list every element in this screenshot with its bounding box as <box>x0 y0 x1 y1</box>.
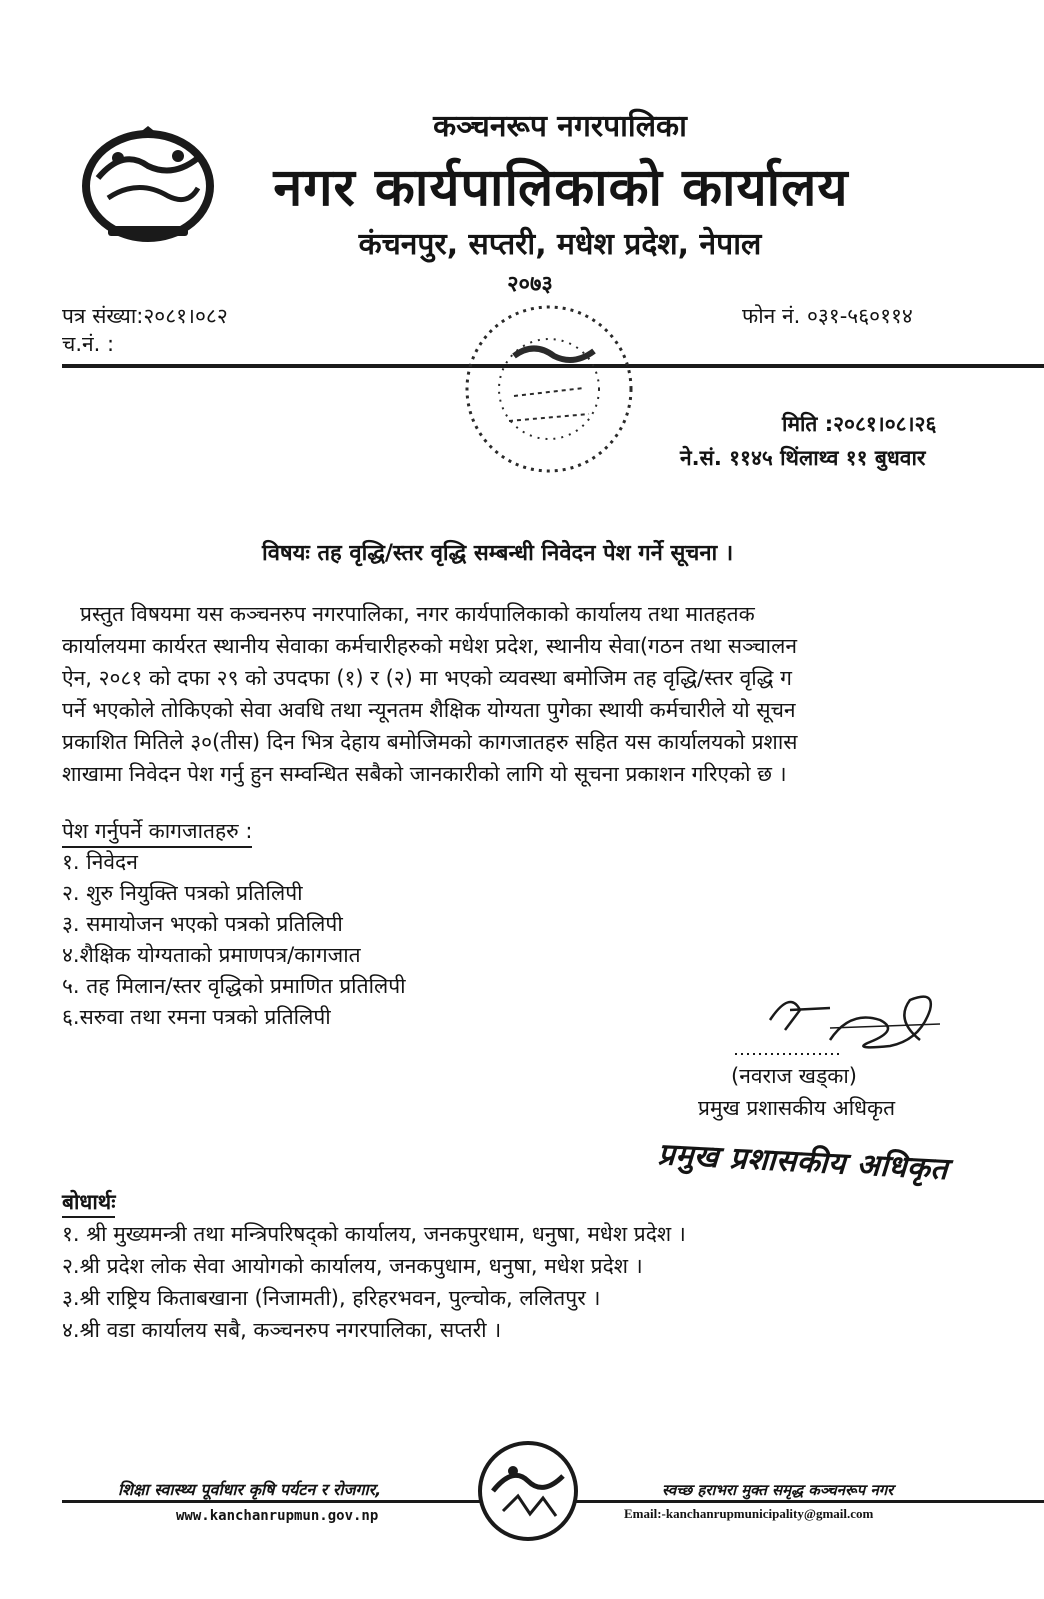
list-item: १. निवेदन <box>62 850 138 874</box>
office-address: कंचनपुर, सप्तरी, मधेश प्रदेश, नेपाल <box>358 227 762 262</box>
footer-email: Email:-kanchanrupmunicipality@gmail.com <box>624 1506 874 1521</box>
list-item: २.श्री प्रदेश लोक सेवा आयोगको कार्यालय, जनकपुधाम, धनुषा, मधेश प्रदेश । <box>62 1254 643 1278</box>
signatory-name: (नवराज खड्का) <box>731 1064 857 1088</box>
date-ns: ने.सं. ११४५ थिंलाथ्व ११ बुधवार <box>680 446 926 470</box>
body-line: प्रकाशित मितिले ३०(तीस) दिन भित्र देहाय बमोजिमको कागजातहरु सहित यस कार्यालयको प्रशास <box>62 730 798 754</box>
footer-slogan-right: स्वच्छ हराभरा मुक्त समृद्ध कञ्चनरूप नगर <box>662 1481 894 1499</box>
signatory-title: प्रमुख प्रशासकीय अधिकृत <box>698 1096 896 1120</box>
list-item: ५. तह मिलान/स्तर वृद्धिको प्रमाणित प्रतिलिपी <box>62 974 406 998</box>
body-line: प्रस्तुत विषयमा यस कञ्चनरुप नगरपालिका, नगर कार्यपालिकाको कार्यालय तथा मातहतक <box>80 602 755 626</box>
office-stamp-icon <box>454 296 644 482</box>
letter-number: पत्र संख्या:२०८१।०८२ <box>62 304 228 328</box>
municipality-name: कञ्चनरूप नगरपालिका <box>433 109 687 144</box>
list-item: ४.शैक्षिक योग्यताको प्रमाणपत्र/कागजात <box>62 943 361 967</box>
documents-heading: पेश गर्नुपर्ने कागजातहरु : <box>62 817 252 848</box>
body-line: शाखामा निवेदन पेश गर्नु हुन सम्वन्धित सबैको जानकारीको लागि यो सूचना प्रकाशन गरिएको छ । <box>62 762 787 786</box>
signatory-stamp: प्रमुख प्रशासकीय अधिकृत <box>656 1137 949 1188</box>
list-item: ६.सरुवा तथा रमना पत्रको प्रतिलिपी <box>62 1005 331 1029</box>
phone-number: फोन नं. ०३१-५६०११४ <box>742 304 913 328</box>
body-line: ऐन, २०८१ को दफा २९ को उपदफा (१) र (२) मा भएको व्यवस्था बमोजिम तह वृद्धि/स्तर वृद्धि ग <box>62 666 792 690</box>
footer-slogan-left: शिक्षा स्वास्थ्य पूर्वाधार कृषि पर्यटन र रोजगार, <box>118 1480 382 1499</box>
office-title: नगर कार्यपालिकाको कार्यालय <box>273 158 849 218</box>
nepal-emblem-icon <box>78 118 218 248</box>
list-item: ३.श्री राष्ट्रिय किताबखाना (निजामती), हरिहरभवन, पुल्चोक, ललितपुर । <box>62 1286 601 1310</box>
notice-subject: विषयः तह वृद्धि/स्तर वृद्धि सम्बन्धी निवेदन पेश गर्ने सूचना । <box>262 541 734 566</box>
signature-icon <box>730 980 950 1064</box>
dispatch-number: च.नं. : <box>62 332 115 356</box>
list-item: २. शुरु नियुक्ति पत्रको प्रतिलिपी <box>62 881 303 905</box>
body-line: कार्यालयमा कार्यरत स्थानीय सेवाका कर्मचारीहरुको मधेश प्रदेश, स्थानीय सेवा(गठन तथा सञ्चालन <box>62 634 797 658</box>
footer-website: www.kanchanrupmun.gov.np <box>176 1508 379 1524</box>
footer-seal-icon <box>468 1436 588 1546</box>
cc-heading: बोधार्थः <box>62 1188 115 1218</box>
list-item: ४.श्री वडा कार्यालय सबै, कञ्चनरुप नगरपालिका, सप्तरी । <box>62 1318 502 1342</box>
body-line: पर्ने भएकोले तोकिएको सेवा अवधि तथा न्यूनतम शैक्षिक योग्यता पुगेका स्थायी कर्मचारीले यो सूचन <box>62 698 796 722</box>
list-item: १. श्री मुख्यमन्त्री तथा मन्त्रिपरिषद्को कार्यालय, जनकपुरधाम, धनुषा, मधेश प्रदेश । <box>62 1222 686 1246</box>
established-year: २०७३ <box>507 272 553 297</box>
date-bs: मिति :२०८१।०८।२६ <box>782 412 937 436</box>
list-item: ३. समायोजन भएको पत्रको प्रतिलिपी <box>62 912 343 936</box>
